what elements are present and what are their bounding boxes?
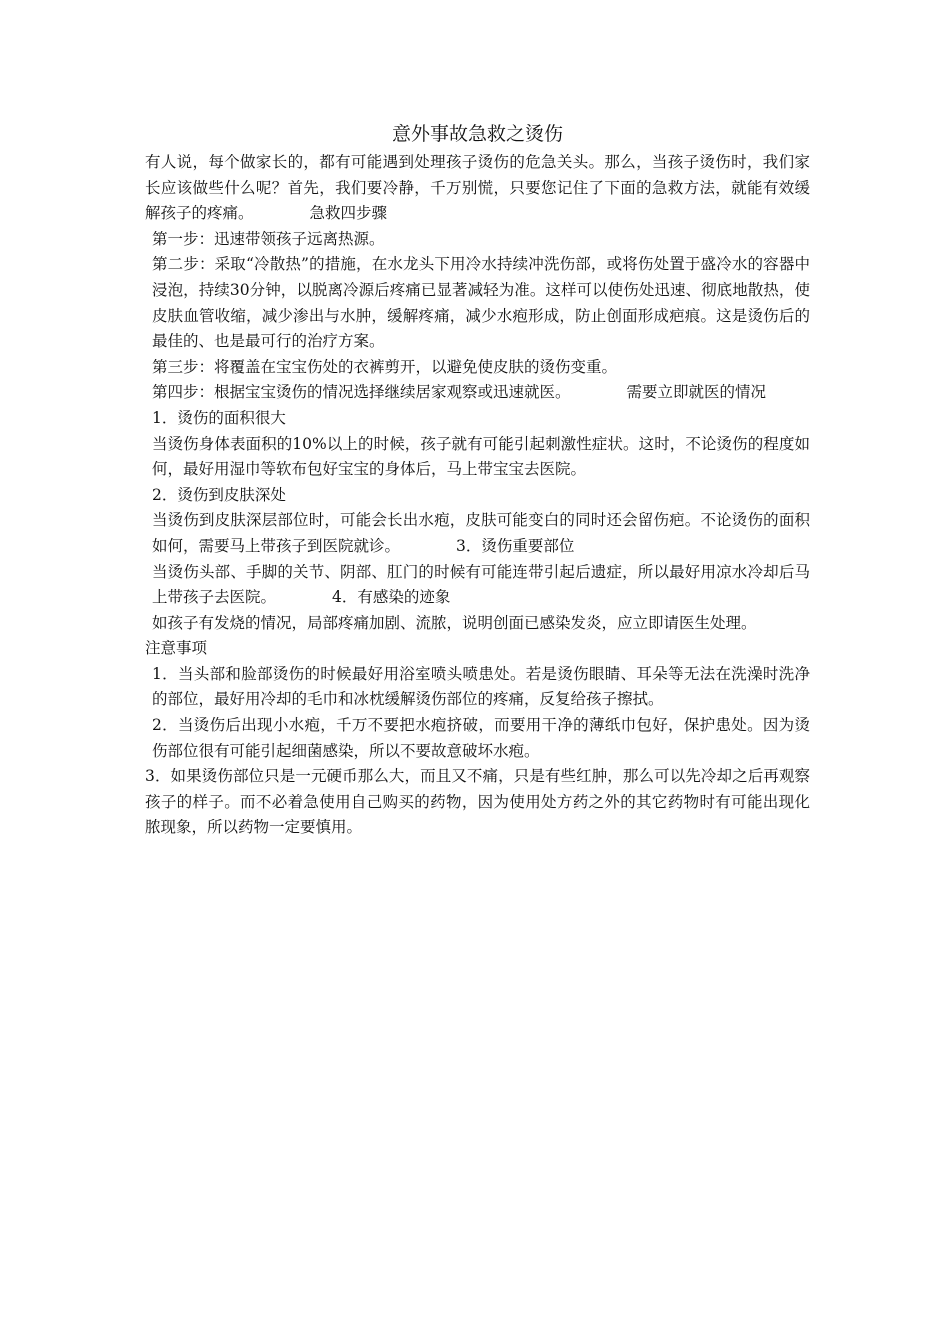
- step-2-paragraph: 第二步：采取“冷散热”的措施，在水龙头下用冷水持续冲洗伤部，或将伤处置于盛冷水的容器中浸泡，持续30分钟，以脱离冷源后疼痛已显著减轻为准。这样可以使伤处迅速、彻底地散热，使皮肤血管收缩，减少渗出与水肿，缓解疼痛，减少水疱形成，防止创面形成疤痕。这是烫伤后的最佳的、也是最可行的治疗方案。: [152, 255, 810, 351]
- case-2-paragraph: [145, 508, 810, 559]
- notes-heading: 注意事项: [145, 639, 208, 658]
- case-3-paragraph: [145, 560, 810, 611]
- step-3-paragraph: 第三步：将覆盖在宝宝伤处的衣裤剪开，以避免使皮肤的烫伤变重。: [152, 357, 618, 376]
- case-3-heading: 3．烫伤重要部位: [456, 536, 575, 555]
- case-1-heading: 1．烫伤的面积很大: [152, 408, 286, 427]
- note-2-paragraph: 2．当烫伤后出现小水疱，千万不要把水疱挤破，而要用干净的薄纸巾包好，保护患处。因为烫伤部位很有可能引起细菌感染，所以不要故意破坏水疱。: [152, 716, 810, 760]
- case-1-paragraph: 当烫伤身体表面积的10%以上的时候，孩子就有可能引起刺激性症状。这时，不论烫伤的程度如何，最好用湿巾等软布包好宝宝的身体后，马上带宝宝去医院。: [152, 434, 810, 479]
- paragraph-text: 第四步：根据宝宝烫伤的情况选择继续居家观察或迅速就医。: [152, 383, 571, 402]
- paragraph-text: 当烫伤到皮肤深层部位时，可能会长出水疱，皮肤可能变白的同时还会留伤疤。不论烫伤的面积如何，需要马上带孩子到医院就诊。: [152, 511, 810, 555]
- case-2-heading: 2．烫伤到皮肤深处: [152, 485, 286, 504]
- note-3-paragraph: 3．如果烫伤部位只是一元硬币那么大，而且又不痛，只是有些红肿，那么可以先冷却之后再观察孩子的样子。而不必着急使用自己购买的药物，因为使用处方药之外的其它药物时有可能出现化脓现象，所以药物一定要慎用。: [145, 767, 810, 837]
- step-1-paragraph: 第一步：迅速带领孩子远离热源。: [152, 229, 385, 248]
- intro-paragraph: [145, 150, 810, 227]
- document-body: [145, 120, 810, 841]
- case-4-heading: 4．有感染的迹象: [332, 588, 451, 607]
- document-title: 意外事故急救之烫伤: [391, 123, 563, 145]
- section-heading-first-aid-steps: 急救四步骤: [309, 204, 388, 223]
- paragraph-text: 当烫伤头部、手脚的关节、阴部、肛门的时候有可能连带引起后遗症，所以最好用凉水冷却后马上带孩子去医院。: [152, 562, 810, 607]
- step-4-paragraph: [145, 380, 810, 406]
- paragraph-text: 有人说，每个做家长的，都有可能遇到处理孩子烫伤的危急关头。那么，当孩子烫伤时，我们家长应该做些什么呢？首先，我们要冷静，千万别慌，只要您记住了下面的急救方法，就能有效缓解孩子的疼痛。: [145, 153, 810, 223]
- note-1-paragraph: 1．当头部和脸部烫伤的时候最好用浴室喷头喷患处。若是烫伤眼睛、耳朵等无法在洗澡时洗净的部位，最好用冷却的毛巾和冰枕缓解烫伤部位的疼痛，反复给孩子擦拭。: [152, 664, 810, 709]
- case-4-paragraph: 如孩子有发烧的情况，局部疼痛加剧、流脓，说明创面已感染发炎，应立即请医生处理。: [152, 613, 757, 632]
- section-heading-seek-medical-care: 需要立即就医的情况: [626, 383, 767, 402]
